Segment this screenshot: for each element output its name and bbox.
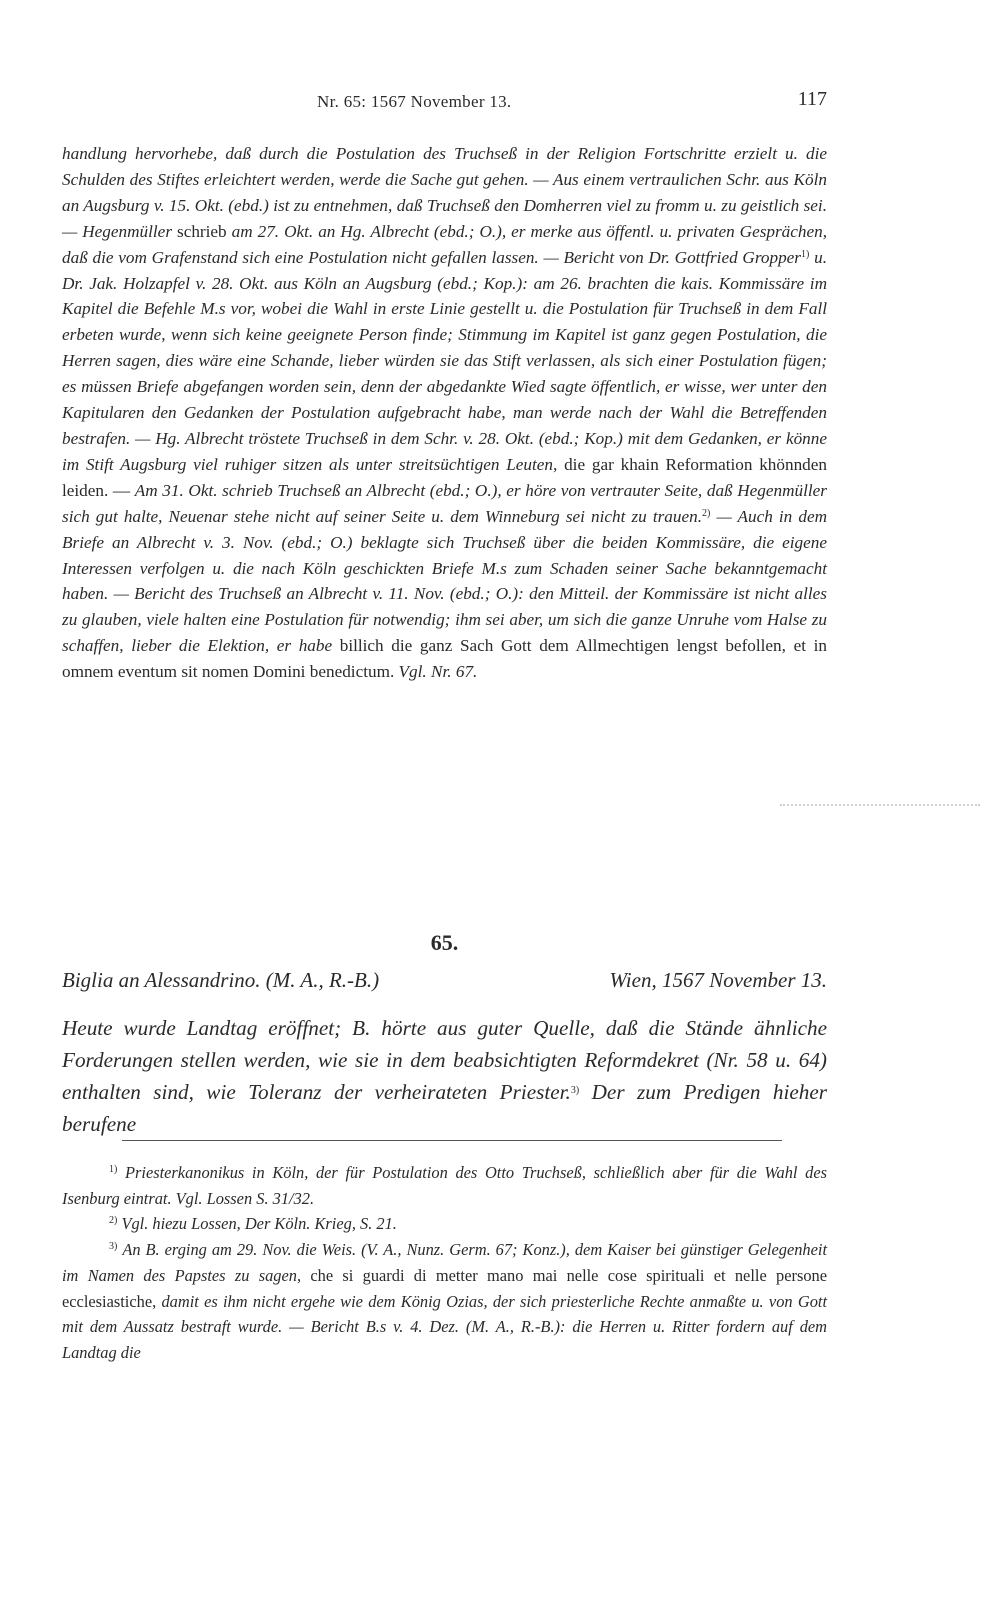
- document-sender: Biglia an Alessandrino. (M. A., R.-B.): [62, 968, 380, 992]
- footnote-text: An B. erging am 29. Nov. die Weis. (V. A., Nunz. Germ. 67; Konz.), dem Kaiser bei günstiger Gelegenheit im Namen des Papstes zu sagen,: [62, 1240, 827, 1285]
- text-run: Am 31. Okt. schrieb Truchseß an Albrecht (ebd.; O.), er höre von vertrauter Seite, daß Hegenmüller sich gut halte, Neuenar stehe nicht auf seiner Seite u. dem Winneburg sei nicht zu trauen.: [62, 480, 827, 526]
- text-run: u. Dr. Jak. Holzapfel v. 28. Okt. aus Köln an Augsburg (ebd.; Kop.): am 26. brachten die kais. Kommissäre im Kapitel die Befehle M.s vor, wobei die Wahl in erste Linie gestellt u. die Postulation für Truchseß in dem Fall erbeten wurde, wenn sich keine geeignete Person finde; Stimmung im Kapitel ist ganz gegen Postulation, die Herren sagen, dies wäre eine Schande, lieber würden sie das Stift verlassen, als sich einer Postulation fügen; es müssen Briefe abgefangen worden sein, denn der abgedankte Wied sagte öffentlich, er wisse, wer unter den Kapitularen den Gedanken der Postulation aufgebracht habe, man werde nach der Wahl die Betreffenden bestrafen. — Hg. Albrecht tröstete Truchseß in dem Schr. v. 28. Okt. (ebd.; Kop.) mit dem Gedanken, er könne im Stift Augsburg viel ruhiger sitzen als unter streitsüchtigen Leuten,: [62, 247, 827, 474]
- book-page: [62, 0, 827, 1597]
- footnote-ref-1: 1: [801, 248, 806, 260]
- text-run: handlung hervorhebe, daß durch die Postulation des Truchseß in der Religion Fortschritte erzielt u. die Schulden des Stiftes erleichtert werden, werde die Sache gut gehen. — Aus einem vertraulichen Schr. aus Köln an Augsburg v. 15. Okt. (ebd.) ist zu entnehmen, daß Truchseß den Domherren viel zu fromm u. zu geistlich sei. — Hegenmüller: [62, 144, 827, 241]
- quotation-roman: die gar khain Reformation khönnden leiden. —: [62, 454, 827, 500]
- cross-reference: Vgl. Nr. 67.: [398, 662, 478, 682]
- summary-text: Heute wurde Landtag eröffnet; B. hörte aus guter Quelle, daß die Stände ähnliche Forderungen stellen werden, wie sie in dem beabsichtigten Reformdekret (Nr. 58 u. 64) enthalten sind, wie Toleranz der verheirateten Priester.: [62, 1016, 827, 1104]
- footnote-text: damit es ihm nicht ergehe wie dem König Ozias, der sich priesterliche Rechte anmaßte u. von Gott mit dem Aussatz bestraft wurde. — Bericht B.s v. 4. Dez. (M. A., R.-B.): die Herren u. Ritter fordern auf dem Landtag die: [62, 1291, 827, 1362]
- document-place-date: Wien, 1567 November 13.: [609, 968, 827, 992]
- page-number: 117: [797, 88, 827, 110]
- footnote-2: $^{2)}$ Vgl. hiezu Lossen, Der Köln. Krieg, S. 21.: [109, 1214, 397, 1234]
- footnote-3: $^{3)}$ An B. erging am 29. Nov. die Weis. (V. A., Nunz. Germ. 67; Konz.), dem Kaiser bei günstiger Gelegenheit im Namen des Papstes zu sagen, che si guardi di metter mano mai nelle cose spirituali et nelle persone ecclesiastiche, damit es ihm nicht ergehe wie dem König Ozias, der sich priesterliche Rechte anmaßte u. von Gott mit dem Aussatz bestraft wurde. — Bericht B.s v. 4. Dez. (M. A., R.-B.): die Herren u. Ritter fordern auf dem Landtag die: [62, 1240, 827, 1362]
- paragraph-text: handlung hervorhebe, daß durch die Postulation des Truchseß in der Religion Fortschritte erzielt u. die Schulden des Stiftes erleichtert werden, werde die Sache gut gehen. — Aus einem vertraulichen Schr. aus Köln an Augsburg v. 15. Okt. (ebd.) ist zu entnehmen, daß Truchseß den Domherren viel zu fromm u. zu geistlich sei. — Hegenmüller schrieb am 27. Okt. an Hg. Albrecht (ebd.; O.), er merke aus öffentl. u. privaten Gesprächen, daß die vom Grafenstand sich eine Postulation nicht gefallen lassen. — Bericht von Dr. Gottfried Gropper$^{1)}$ u. Dr. Jak. Holzapfel v. 28. Okt. aus Köln an Augsburg (ebd.; Kop.): am 26. brachten die kais. Kommissäre im Kapitel die Befehle M.s vor, wobei die Wahl in erste Linie gestellt u. die Postulation für Truchseß in dem Fall erbeten wurde, wenn sich keine geeignete Person finde; Stimmung im Kapitel ist ganz gegen Postulation, die Herren sagen, dies wäre eine Schande, lieber würden sie das Stift verlassen, als sich einer Postulation fügen; es müssen Briefe abgefangen worden sein, denn der abgedankte Wied sagte öffentlich, er wisse, wer unter den Kapitularen den Gedanken der Postulation aufgebracht habe, man werde nach der Wahl die Betreffenden bestrafen. — Hg. Albrecht tröstete Truchseß in dem Schr. v. 28. Okt. (ebd.; Kop.) mit dem Gedanken, er könne im Stift Augsburg viel ruhiger sitzen als unter streitsüchtigen Leuten, die gar khain Reformation khönnden leiden. — Am 31. Okt. schrieb Truchseß an Albrecht (ebd.; O.), er höre von vertrauter Seite, daß Hegenmüller sich gut halte, Neuenar stehe nicht auf seiner Seite u. dem Winneburg sei nicht zu trauen.$^{2)}$ — Auch in dem Briefe an Albrecht v. 3. Nov. (ebd.; O.) beklagte sich Truchseß über die beiden Kommissäre, die eigene Interessen verfolgen u. die nach Köln geschickten Briefe M.s zum Schaden seiner Sache bekanntgemacht haben. — Bericht des Truchseß an Albrecht v. 11. Nov. (ebd.; O.): den Mitteil. der Kommissäre ist nicht alles zu glauben, viele halten eine Postulation für notwendig; ihm sei aber, um sich die ganze Unruhe vom Halse zu schaffen, lieber die Elektion, er habe billich die ganz Sach Gott dem Allmechtigen lengst befollen, et in omnem eventum sit nomen Domini benedictum. Vgl. Nr. 67.: [62, 144, 828, 682]
- footnotes: [62, 1160, 827, 1366]
- summary-text: Der zum Predigen hieher berufene: [62, 1080, 827, 1136]
- footnote-ref-3: 3: [570, 1085, 576, 1096]
- quotation-roman: billich die ganz Sach Gott dem Allmechtigen lengst befollen, et in omnem eventum sit nomen Domini benedictum.: [62, 636, 827, 682]
- footnote-ref-2: 2: [702, 507, 708, 519]
- footnote-text: Priesterkanonikus in Köln, der für Postulation des Otto Truchseß, schließlich aber für die Wahl des Isenburg eintrat. Vgl. Lossen S. 31/32.: [62, 1163, 827, 1208]
- text-run-roman: schrieb: [177, 221, 227, 241]
- text-run: — Auch in dem Briefe an Albrecht v. 3. Nov. (ebd.; O.) beklagte sich Truchseß über die beiden Kommissäre, die eigene Interessen verfolgen u. die nach Köln geschickten Briefe M.s zum Schaden seiner Sache bekanntgemacht haben. — Bericht des Truchseß an Albrecht v. 11. Nov. (ebd.; O.): den Mitteil. der Kommissäre ist nicht alles zu glauben, viele halten eine Postulation für notwendig; ihm sei aber, um sich die ganze Unruhe vom Halse zu schaffen, lieber die Elektion, er habe: [62, 506, 827, 656]
- continued-paragraph: [62, 141, 827, 685]
- footnote-divider: [122, 1140, 782, 1141]
- footnote-1: $^{1)}$ Priesterkanonikus in Köln, der für Postulation des Otto Truchseß, schließlich aber für die Wahl des Isenburg eintrat. Vgl. Lossen S. 31/32.: [62, 1163, 827, 1208]
- running-head: [62, 88, 827, 118]
- footnote-marker: 3: [109, 1241, 114, 1253]
- text-run: am 27. Okt. an Hg. Albrecht (ebd.; O.), er merke aus öffentl. u. privaten Gesprächen, daß die vom Grafenstand sich eine Postulation nicht gefallen lassen. — Bericht von Dr. Gottfried Gropper: [62, 221, 828, 267]
- footnote-marker: 1: [109, 1164, 114, 1175]
- footnote-text: Vgl. hiezu Lossen, Der Köln. Krieg, S. 21.: [121, 1214, 397, 1234]
- document-number: 65.: [430, 930, 459, 955]
- footnote-marker: 2: [109, 1215, 114, 1227]
- document-summary: Heute wurde Landtag eröffnet; B. hörte aus guter Quelle, daß die Stände ähnliche Forderungen stellen werden, wie sie in dem beabsichtigten Reformdekret (Nr. 58 u. 64) enthalten sind, wie Toleranz der verheirateten Priester.$^{3)}$ Der zum Predigen hieher berufene: [62, 1016, 827, 1136]
- running-title: Nr. 65: 1567 November 13.: [317, 92, 512, 111]
- scan-dotted-artifact: [780, 804, 980, 806]
- quotation-roman: che si guardi di metter mano mai nelle cose spirituali et nelle persone ecclesiastiche,: [62, 1265, 827, 1311]
